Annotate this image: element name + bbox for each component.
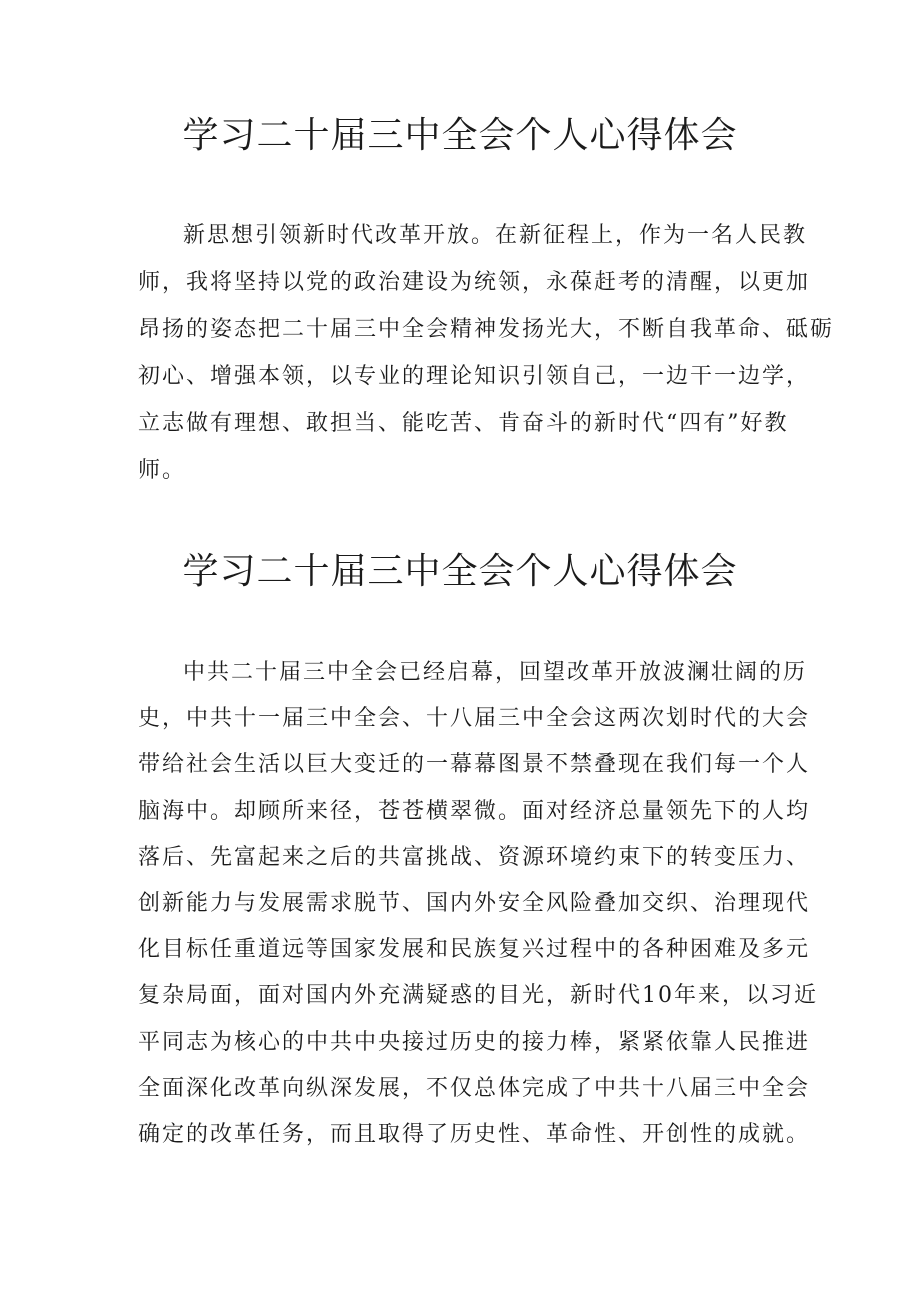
paragraph-line: 脑海中。却顾所来径，苍苍横翠微。面对经济总量领先下的人均 [138, 798, 811, 824]
paragraph-line: 平同志为核心的中共中央接过历史的接力棒，紧紧依靠人民推进 [138, 1029, 811, 1055]
section-2-paragraph [138, 650, 818, 1158]
paragraph-line: 落后、先富起来之后的共富挑战、资源环境约束下的转变压力、 [138, 844, 811, 870]
paragraph-line: 师，我将坚持以党的政治建设为统领，永葆赶考的清醒，以更加 [138, 270, 811, 295]
paragraph-line: 全面深化改革向纵深发展，不仅总体完成了中共十八届三中全会 [138, 1075, 811, 1101]
paragraph-line: 师。 [138, 458, 187, 483]
section-2-title: 学习二十届三中全会个人心得体会 [182, 551, 738, 592]
paragraph-line: 史，中共十一届三中全会、十八届三中全会这两次划时代的大会 [138, 706, 811, 732]
paragraph-line: 创新能力与发展需求脱节、国内外安全风险叠加交织、治理现代 [138, 891, 811, 917]
paragraph-line: 立志做有理想、敢担当、能吃苦、肯奋斗的新时代“四有”好教 [138, 411, 789, 436]
paragraph-line: 新思想引领新时代改革开放。在新征程上，作为一名人民教 [183, 223, 808, 248]
paragraph-line: 确定的改革任务，而且取得了历史性、革命性、开创性的成就。 [138, 1122, 811, 1148]
paragraph-line: 中共二十届三中全会已经启幕，回望改革开放波澜壮阔的历 [183, 660, 808, 685]
paragraph-line: 昂扬的姿态把二十届三中全会精神发扬光大，不断自我革命、砥砺 [138, 317, 835, 342]
paragraph-line: 带给社会生活以巨大变迁的一幕幕图景不禁叠现在我们每一个人 [138, 752, 811, 778]
section-1-title: 学习二十届三中全会个人心得体会 [182, 115, 738, 156]
section-1-paragraph [138, 212, 835, 494]
paragraph-line: 复杂局面，面对国内外充满疑惑的目光，新时代10年来，以习近 [138, 983, 818, 1009]
paragraph-line: 初心、增强本领，以专业的理论知识引领自己，一边干一边学， [138, 364, 811, 389]
paragraph-line: 化目标任重道远等国家发展和民族复兴过程中的各种困难及多元 [138, 937, 811, 963]
